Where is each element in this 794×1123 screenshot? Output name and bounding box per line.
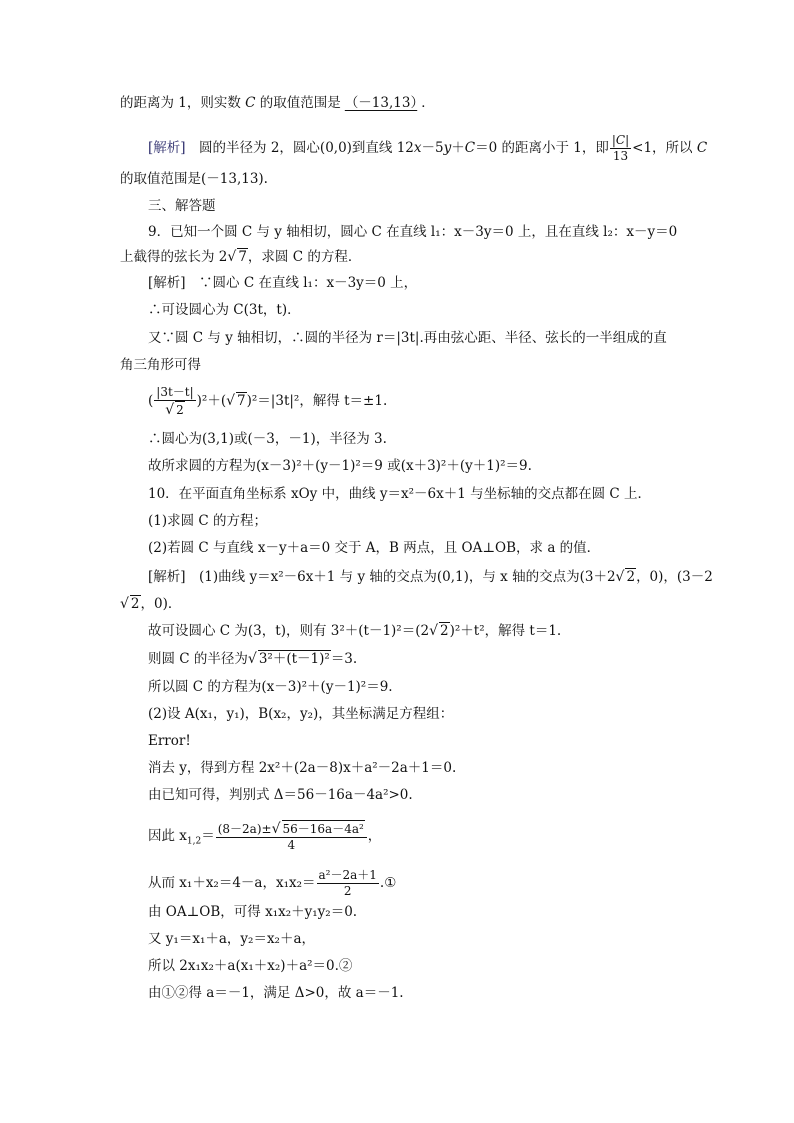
fraction: $\frac{|3t-t|}{√ 2}$ xyxy=(156,385,194,418)
q10-solution-line15: 由①②得 a＝－1，满足 Δ>0，故 a＝－1. xyxy=(148,985,404,1001)
q10-solution-line7: Error! xyxy=(148,733,191,749)
q10-solution-line8: 消去 y，得到方程 2x²＋(2a－8)x＋a²－2a＋1＝0. xyxy=(148,760,457,776)
q10-solution-line2: √ 2，0)． xyxy=(120,596,182,612)
q8-solution-line1: [解析] 圆的半径为 2，圆心(0,0)到直线 12x－5y＋C＝0 的距离小于 1，即 $\frac{|C|}{13}$ <1，所以 C xyxy=(148,133,708,163)
q9-solution-line3: 又∵圆 C 与 y 轴相切，∴圆的半径为 r＝|3t|.再由弦心距、半径、弦长的一半组成的直 xyxy=(148,330,667,346)
q9-solution-line4: 角三角形可得 xyxy=(120,357,201,373)
q10-question-line2: (1)求圆 C 的方程； xyxy=(148,513,268,529)
q10-solution-line11: 从而 x₁＋x₂＝4－a，x₁x₂＝ $\frac{\text{a²－2a＋1}}{2}$ .① xyxy=(148,868,397,898)
q8-solution-line2: 的取值范围是(－13,13). xyxy=(120,171,268,187)
q9-solution-line7: 故所求圆的方程为(x－3)²＋(y－1)²＝9 或(x＋3)²＋(y＋1)²＝9. xyxy=(148,458,532,474)
q10-solution-line6: (2)设 A(x₁，y₁)，B(x₂，y₂)，其坐标满足方程组： xyxy=(148,706,454,722)
q10-solution-line13: 又 y₁＝x₁＋a，y₂＝x₂＋a， xyxy=(148,931,316,947)
q8-answer-line: 的距离为 1，则实数 C 的取值范围是 （－13,13） ． xyxy=(120,95,435,111)
q9-solution-line5: ( $\frac{|3t-t|}{√ 2}$ )²＋(√ 7)²＝|3t|²，解得 t＝±1. xyxy=(148,385,388,418)
fraction: $\frac{\text{(8－2a)±√ 56－16a－4a²}}{4}$ xyxy=(216,820,367,853)
q10-solution-line10: 因此 $x_{1,2}=$ $\frac{\text{(8－2a)±√ 56－16a－4a²}}{4}$ ， xyxy=(148,821,382,852)
q8-answer: （－13,13） xyxy=(344,95,418,111)
q10-solution-line3: 故可设圆心 C 为(3，t)，则有 3²＋(t－1)²＝(2√ 2)²＋t²，解得 t＝1. xyxy=(148,623,562,639)
q9-solution-line1: [解析] ∵圆心 C 在直线 l₁：x－3y＝0 上， xyxy=(148,275,418,291)
q9-solution-line2: ∴可设圆心为 C(3t，t)． xyxy=(148,302,301,318)
q10-solution-line1: [解析] (1)曲线 y＝x²－6x＋1 与 y 轴的交点为(0,1)，与 x 轴的交点为(3＋2√ 2，0)，(3－2 xyxy=(148,569,713,585)
q10-question-line1: 10．在平面直角坐标系 xOy 中，曲线 y＝x²－6x＋1 与坐标轴的交点都在圆 C 上． xyxy=(148,486,652,502)
q9-question-line1: 9．已知一个圆 C 与 y 轴相切，圆心 C 在直线 l₁：x－3y＝0 上，且在直线 l₂：x－y＝0 xyxy=(148,224,678,240)
section-heading: 三、解答题 xyxy=(148,198,216,214)
fraction: $\frac{\text{a²－2a＋1}}{2}$ xyxy=(318,868,377,898)
q10-solution-line14: 所以 2x₁x₂＋a(x₁＋x₂)＋a²＝0.② xyxy=(148,958,353,974)
q10-solution-line9: 由已知可得，判别式 Δ＝56－16a－4a²>0. xyxy=(148,787,413,803)
q10-solution-line12: 由 OA⊥OB，可得 x₁x₂＋y₁y₂＝0. xyxy=(148,904,358,920)
q10-question-line3: (2)若圆 C 与直线 x－y＋a＝0 交于 A，B 两点，且 OA⊥OB，求 a 的值． xyxy=(148,540,601,556)
q10-solution-line5: 所以圆 C 的方程为(x－3)²＋(y－1)²＝9. xyxy=(148,679,393,695)
q9-solution-line6: ∴圆心为(3,1)或(－3，－1)，半径为 3. xyxy=(148,431,387,447)
q10-solution-line4: 则圆 C 的半径为√ 3²＋(t－1)²＝3. xyxy=(148,651,358,667)
fraction: $\frac{|C|}{13}$ xyxy=(611,133,630,163)
q9-question-line2: 上截得的弦长为 2√ 7，求圆 C 的方程． xyxy=(120,249,362,265)
